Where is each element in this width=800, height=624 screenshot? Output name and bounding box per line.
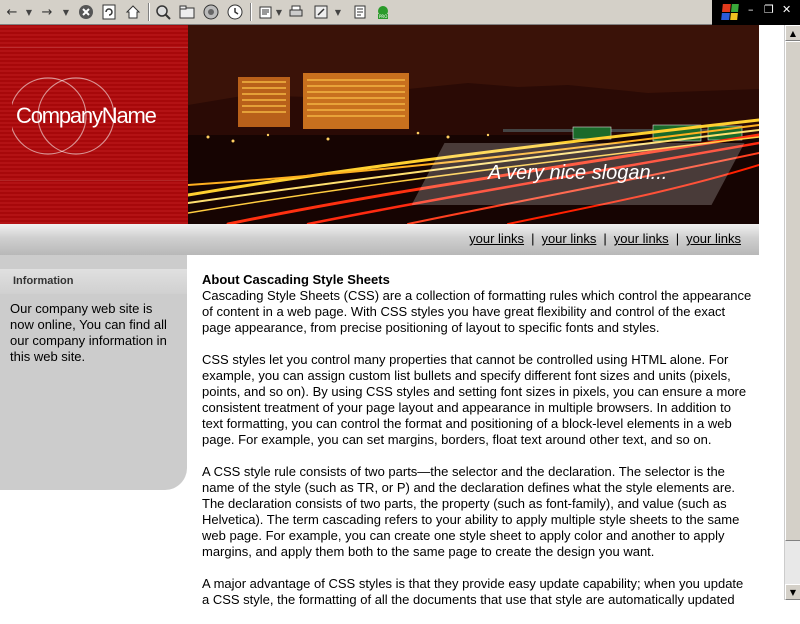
company-name[interactable]: CompanyName [16,103,156,128]
page-title: About Cascading Style Sheets [202,272,390,287]
history-icon[interactable] [225,2,245,22]
paragraph: Cascading Style Sheets (CSS) are a collection of formatting rules which control the appearance of content in a web page. With CSS styles you have great flexibility and control of the exact page appearance, from precise positioning of layout to specific fonts and styles. [202,288,752,335]
nav-bar [0,224,759,255]
sidebar [0,255,187,490]
search-icon[interactable] [153,2,173,22]
back-dropdown-icon[interactable]: ▼ [25,7,33,17]
windows-logo-icon [721,4,739,20]
nav-link-4[interactable]: your links [686,231,741,246]
nav-links [469,231,741,246]
nav-link-1[interactable]: your links [469,231,525,246]
paragraph: A CSS style rule consists of two parts—the selector and the declaration. The selector is the name of the style (such as TR, or P) and the declaration defines what the style elements are. The declaration consists of two parts, the property (such as font-family), and value (such as Helvetica). The term cascading refers to your ability to apply multiple style sheets to the same web page. For example, you can create one style sheet to apply color and another to apply margins, and apply them both to the same page to create the design you want. [202,464,740,559]
paragraph: A major advantage of CSS styles is that they provide easy update capability; when you update a CSS style, the formatting of all the documents that use that style are automatically updated [202,576,744,607]
main-content [202,272,752,624]
scroll-up-icon[interactable]: ▲ [785,25,800,41]
close-icon[interactable]: ✕ [782,3,792,16]
nav-separator: | [603,231,607,246]
scroll-down-icon[interactable]: ▼ [785,584,800,600]
scroll-thumb[interactable] [785,41,800,541]
nav-separator: | [531,231,535,246]
browser-toolbar [0,0,800,25]
svg-text:PRO: PRO [379,14,388,19]
nav-link-2[interactable]: your links [541,231,597,246]
header-logo-area [0,25,188,224]
paragraph: CSS styles let you control many properties that cannot be controlled using HTML alone. For example, you can assign custom list bullets and specify different font sizes and units (pixels, points, and so on). By using CSS styles and setting font sizes in pixels, you can ensure a more consistent treatment of your page layout and appearance in multiple browsers. In addition to text formatting, you can control the format and positioning of a block-level elements in a web page. For example, you can set margins, borders, float text around other text, and so on. [202,352,747,447]
edit-dropdown-icon[interactable]: ▼ [334,7,342,17]
forward-dropdown-icon[interactable]: ▼ [62,7,70,17]
forward-icon[interactable]: → [41,4,53,20]
sidebar-text: Our company web site is now online, You can find all our company information in this web site. [10,301,167,364]
stop-icon[interactable] [76,2,96,22]
back-icon[interactable]: ← [6,4,18,20]
discuss-icon[interactable] [350,2,370,22]
page-margin [759,25,784,224]
vertical-scrollbar[interactable] [784,25,800,600]
sidebar-header [0,269,187,294]
print-icon[interactable] [286,2,306,22]
refresh-icon[interactable] [99,2,119,22]
minimize-icon[interactable]: – [748,3,754,16]
header-photo [188,25,759,224]
mail-icon[interactable] [256,2,276,22]
home-icon[interactable] [123,2,143,22]
edit-icon[interactable] [311,2,331,22]
slogan: A very nice slogan... [488,162,668,184]
favorites-icon[interactable] [177,2,197,22]
media-icon[interactable] [201,2,221,22]
nav-link-3[interactable]: your links [613,231,669,246]
mail-dropdown-icon[interactable]: ▼ [275,7,283,17]
nav-separator: | [675,231,680,246]
window-controls [712,0,800,25]
messenger-icon[interactable] [373,2,393,22]
restore-icon[interactable]: ❐ [764,3,774,16]
sidebar-title: Information [13,275,74,287]
